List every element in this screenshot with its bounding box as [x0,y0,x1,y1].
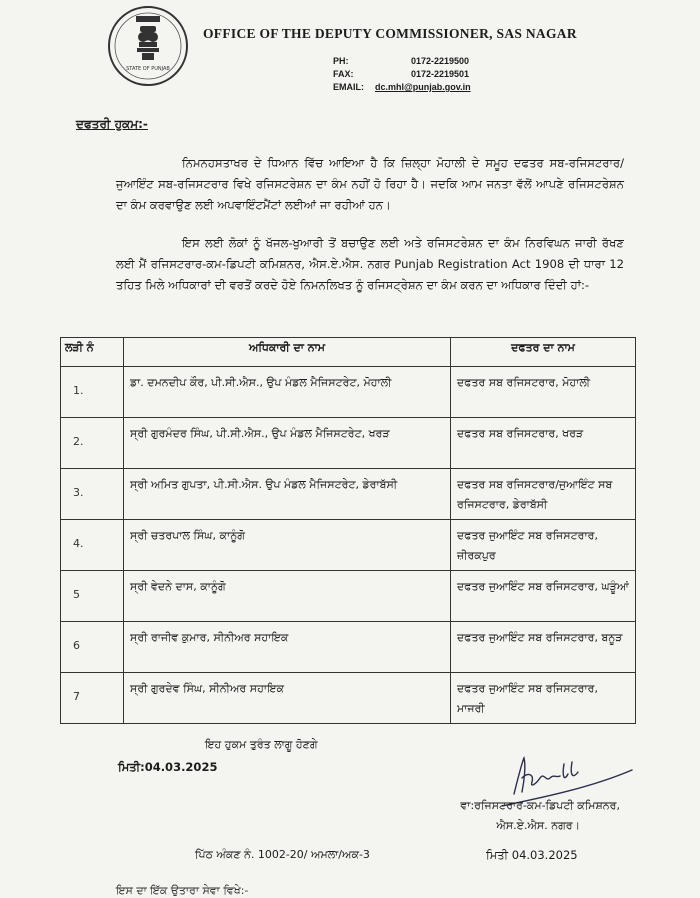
signatory-line-2: ਐਸ.ਏ.ਐਸ. ਨਗਰ। [496,819,580,832]
state-emblem-seal [106,4,190,88]
serial-cell: 1. [61,367,124,418]
phone-value: 0172-2219500 [411,56,470,66]
copy-forwarded-line: ਇਸ ਦਾ ਇੱਕ ਉਤਾਰਾ ਸੇਵਾ ਵਿਖੇ:- [116,884,249,897]
email-link[interactable]: dc.mhl@punjab.gov.in [375,82,471,92]
header-serial: ਲੜੀ ਨੰ [61,338,124,367]
fax-label: FAX: [333,69,354,79]
endorsement-number: ਪਿੱਠ ਅੰਕਣ ਨੰ. 1002-20/ ਅਮਲਾ/ਅਕ-3 [195,848,370,861]
svg-text:STATE OF PUNJAB: STATE OF PUNJAB [126,66,170,72]
order-date: ਮਿਤੀ:04.03.2025 [118,760,218,774]
serial-cell: 2. [61,418,124,469]
paragraph-1-text: ਨਿਮਨਹਸਤਾਖਰ ਦੇ ਧਿਆਨ ਵਿੱਚ ਆਇਆ ਹੈ ਕਿ ਜ਼ਿਲ੍ਹਾ ਮੋਹਾਲੀ ਦੇ ਸਮੂਹ ਦਫਤਰ ਸਬ-ਰਜਿਸਟਰਾਰ/ਜੁਆਇੰਟ ਸਬ-ਰਜਿਸਟਰਾਰ ਵਿਖੇ ਰਜਿਸਟਰੇਸ਼ਨ ਦਾ ਕੰਮ ਨਹੀਂ ਹੋ ਰਿਹਾ ਹੈ। ਜਦਕਿ ਆਮ ਜਨਤਾ ਵੱਲੋਂ ਆਪਣੇ ਰਜਿਸਟਰੇਸ਼ਨ ਦਾ ਕੰਮ ਕਰਵਾਉਣ ਲਈ ਅਪਵਾਇੰਟਮੈਂਟਾਂ ਲਈਆਂ ਜਾ ਰਹੀਆਂ ਹਨ। [116,156,624,212]
office-cell: ਦਫਤਰ ਜੁਆਇੰਟ ਸਬ ਰਜਿਸਟਰਾਰ, ਜ਼ੀਰਕਪੁਰ [451,520,636,571]
table-row [61,418,636,469]
effect-note: ਇਹ ਹੁਕਮ ਤੁਰੰਤ ਲਾਗੂ ਹੋਣਗੇ [205,738,318,751]
officer-cell: ਸ੍ਰੀ ਰਾਜੀਵ ਕੁਮਾਰ, ਸੀਨੀਅਰ ਸਹਾਇਕ [124,622,451,673]
phone-label: PH: [333,56,349,66]
signatory-block [420,796,620,836]
paragraph-2 [116,233,624,296]
header-office: ਦਫਤਰ ਦਾ ਨਾਮ [451,338,636,367]
order-heading: ਦਫਤਰੀ ਹੁਕਮ:- [76,117,148,131]
fax-value: 0172-2219501 [411,69,470,79]
header-officer: ਅਧਿਕਾਰੀ ਦਾ ਨਾਮ [124,338,451,367]
officer-cell: ਸ੍ਰੀ ਅਮਿਤ ਗੁਪਤਾ, ਪੀ.ਸੀ.ਐਸ. ਉਪ ਮੰਡਲ ਮੈਜਿਸਟਰੇਟ, ਡੇਰਾਬੱਸੀ [124,469,451,520]
officers-table [60,337,636,724]
table-header-row [61,338,636,367]
table-row [61,571,636,622]
endorsement-date: ਮਿਤੀ 04.03.2025 [486,848,578,862]
officer-cell: ਡਾ. ਦਮਨਦੀਪ ਕੌਰ, ਪੀ.ਸੀ.ਐਸ., ਉਪ ਮੰਡਲ ਮੈਜਿਸਟਰੇਟ, ਮੋਹਾਲੀ [124,367,451,418]
table-row [61,469,636,520]
office-cell: ਦਫਤਰ ਸਬ ਰਜਿਸਟਰਾਰ/ਜੁਆਇੰਟ ਸਬ ਰਜਿਸਟਰਾਰ, ਡੇਰਾਬੱਸੀ [451,469,636,520]
serial-cell: 5 [61,571,124,622]
table-row [61,622,636,673]
officer-cell: ਸ੍ਰੀ ਗੁਰਦੇਵ ਸਿੰਘ, ਸੀਨੀਅਰ ਸਹਾਇਕ [124,673,451,724]
serial-cell: 4. [61,520,124,571]
table-row [61,520,636,571]
office-cell: ਦਫਤਰ ਸਬ ਰਜਿਸਟਰਾਰ, ਖਰੜ [451,418,636,469]
officer-cell: ਸ੍ਰੀ ਚਤਰਪਾਲ ਸਿੰਘ, ਕਾਨੂੰਗੋ [124,520,451,571]
office-cell: ਦਫਤਰ ਜੁਆਇੰਟ ਸਬ ਰਜਿਸਟਰਾਰ, ਬਨੂੜ [451,622,636,673]
table-row [61,367,636,418]
paragraph-1 [116,153,624,216]
table-row [61,673,636,724]
office-cell: ਦਫਤਰ ਸਬ ਰਜਿਸਟਰਾਰ, ਮੋਹਾਲੀ [451,367,636,418]
signatory-line-1: ਵਾ:ਰਜਿਸਟਰਾਰ-ਕਮ-ਡਿਪਟੀ ਕਮਿਸ਼ਨਰ, [460,799,620,812]
email-label: EMAIL: [333,82,364,92]
serial-cell: 7 [61,673,124,724]
officer-cell: ਸ੍ਰੀ ਗੁਰਮੰਦਰ ਸਿੰਘ, ਪੀ.ਸੀ.ਐਸ., ਉਪ ਮੰਡਲ ਮੈਜਿਸਟਰੇਟ, ਖਰੜ [124,418,451,469]
serial-cell: 3. [61,469,124,520]
office-cell: ਦਫਤਰ ਜੁਆਇੰਟ ਸਬ ਰਜਿਸਟਰਾਰ, ਘੜੂੰਆਂ [451,571,636,622]
serial-cell: 6 [61,622,124,673]
officer-cell: ਸ੍ਰੀ ਵੇਦਨੇ ਦਾਸ, ਕਾਨੂੰਗੋ [124,571,451,622]
contact-block [333,55,471,94]
office-cell: ਦਫਤਰ ਜੁਆਇੰਟ ਸਬ ਰਜਿਸਟਰਾਰ, ਮਾਜਰੀ [451,673,636,724]
office-title: OFFICE OF THE DEPUTY COMMISSIONER, SAS NAGAR [203,26,577,41]
paragraph-2-text: ਇਸ ਲਈ ਲੋਕਾਂ ਨੂੰ ਖੱਜਲ-ਖੁਆਰੀ ਤੋਂ ਬਚਾਉਣ ਲਈ ਅਤੇ ਰਜਿਸਟਰੇਸ਼ਨ ਦਾ ਕੰਮ ਨਿਰਵਿਘਨ ਜਾਰੀ ਰੱਖਣ ਲਈ ਮੈਂ ਰਜਿਸਟਰਾਰ-ਕਮ-ਡਿਪਟੀ ਕਮਿਸ਼ਨਰ, ਐਸ.ਏ.ਐਸ. ਨਗਰ Punjab Registration Act 1908 ਦੀ ਧਾਰਾ 12 ਤਹਿਤ ਮਿਲੇ ਅਧਿਕਾਰਾਂ ਦੀ ਵਰਤੋਂ ਕਰਦੇ ਹੋਏ ਨਿਮਨਲਿਖਤ ਨੂੰ ਰਜਿਸਟ੍ਰੇਸ਼ਨ ਦਾ ਕੰਮ ਕਰਨ ਦਾ ਅਧਿਕਾਰ ਦਿੰਦੀ ਹਾਂ:- [116,236,624,292]
